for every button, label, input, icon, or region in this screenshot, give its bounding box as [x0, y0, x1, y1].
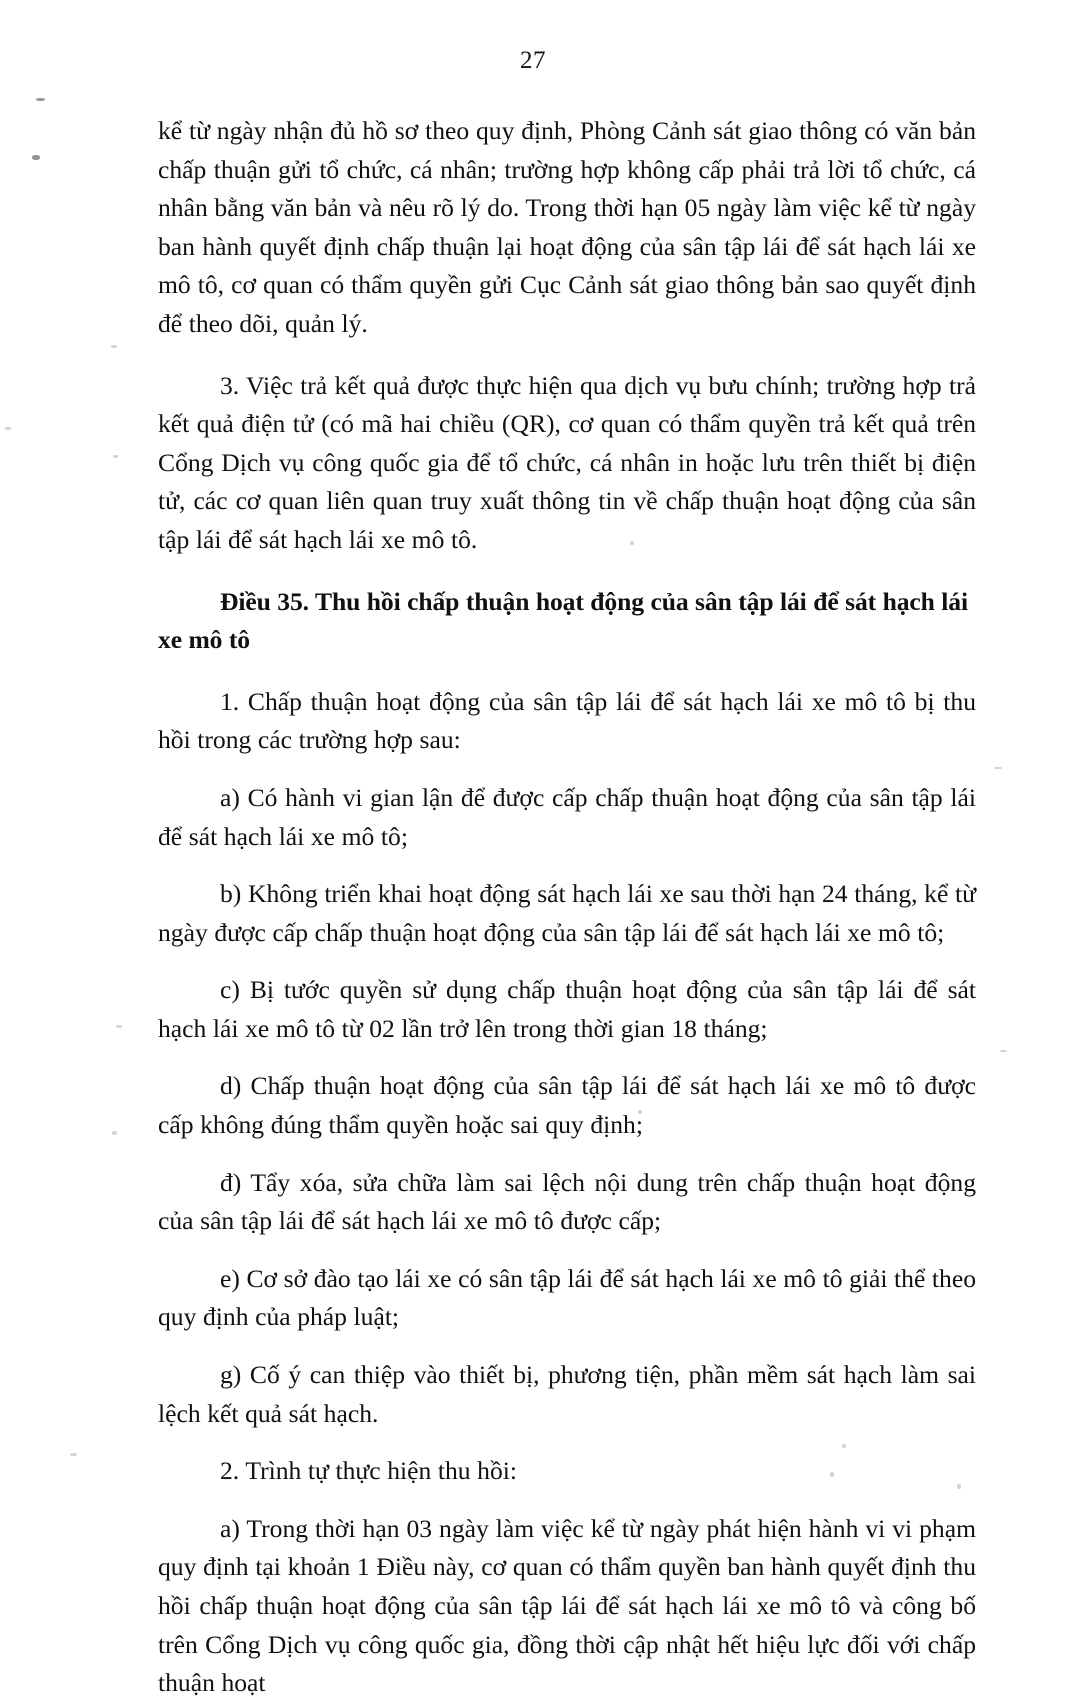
article-heading: Điều 35. Thu hồi chấp thuận hoạt động của sân tập lái để sát hạch lái xe mô tô: [158, 586, 969, 655]
scan-speck: [116, 1025, 122, 1028]
scan-speck: [111, 345, 117, 348]
scan-speck: [112, 1131, 117, 1135]
scan-speck: [32, 155, 40, 160]
paragraph: kể từ ngày nhận đủ hồ sơ theo quy định, Phòng Cảnh sát giao thông có văn bản chấp thuận gửi tổ chức, cá nhân; trường hợp không cấp phải trả lời tổ chức, cá nhân bằng văn bản và nêu rõ lý do. Trong thời hạn 05 ngày làm việc kể từ ngày ban hành quyết định chấp thuận lại hoạt động của sân tập lái để sát hạch lái xe mô tô, cơ quan có thẩm quyền gửi Cục Cảnh sát giao thông bản sao quyết định để theo dõi, quản lý.: [158, 116, 976, 338]
scan-speck: [113, 455, 118, 458]
document-body: [158, 112, 976, 1703]
paragraph: e) Cơ sở đào tạo lái xe có sân tập lái để sát hạch lái xe mô tô giải thể theo quy định của pháp luật;: [158, 1263, 976, 1332]
paragraph: 1. Chấp thuận hoạt động của sân tập lái để sát hạch lái xe mô tô bị thu hồi trong các trường hợp sau:: [158, 686, 976, 755]
paragraph: 3. Việc trả kết quả được thực hiện qua dịch vụ bưu chính; trường hợp trả kết quả điện tử (có mã hai chiều (QR), cơ quan có thẩm quyền trả kết quả trên Cổng Dịch vụ công quốc gia để tổ chức, cá nhân in hoặc lưu trên thiết bị điện tử, các cơ quan liên quan truy xuất thông tin về chấp thuận hoạt động của sân tập lái để sát hạch lái xe mô tô.: [158, 370, 976, 554]
paragraph: a) Trong thời hạn 03 ngày làm việc kể từ ngày phát hiện hành vi vi phạm quy định tại khoản 1 Điều này, cơ quan có thẩm quyền ban hành quyết định thu hồi chấp thuận hoạt động của sân tập lái để sát hạch lái xe mô tô và công bố trên Cổng Dịch vụ công quốc gia, đồng thời cập nhật hết hiệu lực đối với chấp thuận hoạt: [158, 1513, 976, 1698]
scan-speck: [5, 427, 11, 430]
page-number: 27: [520, 47, 546, 74]
paragraph: d) Chấp thuận hoạt động của sân tập lái để sát hạch lái xe mô tô được cấp không đúng thẩm quyền hoặc sai quy định;: [158, 1071, 976, 1140]
paragraph: a) Có hành vi gian lận để được cấp chấp thuận hoạt động của sân tập lái để sát hạch lái xe mô tô;: [158, 782, 976, 851]
paragraph: c) Bị tước quyền sử dụng chấp thuận hoạt động của sân tập lái để sát hạch lái xe mô tô từ 02 lần trở lên trong thời gian 18 tháng;: [158, 975, 976, 1043]
paragraph: b) Không triển khai hoạt động sát hạch lái xe sau thời hạn 24 tháng, kể từ ngày được cấp chấp thuận hoạt động của sân tập lái để sát hạch lái xe mô tô;: [158, 879, 976, 947]
paragraph: đ) Tẩy xóa, sửa chữa làm sai lệch nội dung trên chấp thuận hoạt động của sân tập lái để sát hạch lái xe mô tô được cấp;: [158, 1167, 976, 1236]
scan-speck: [70, 1453, 77, 1456]
scan-speck: [994, 767, 1002, 769]
scan-speck: [1000, 1050, 1007, 1052]
paragraph: g) Cố ý can thiệp vào thiết bị, phương tiện, phần mềm sát hạch làm sai lệch kết quả sát hạch.: [158, 1360, 976, 1428]
paragraph: 2. Trình tự thực hiện thu hồi:: [220, 1456, 517, 1486]
scan-speck: [36, 98, 45, 101]
